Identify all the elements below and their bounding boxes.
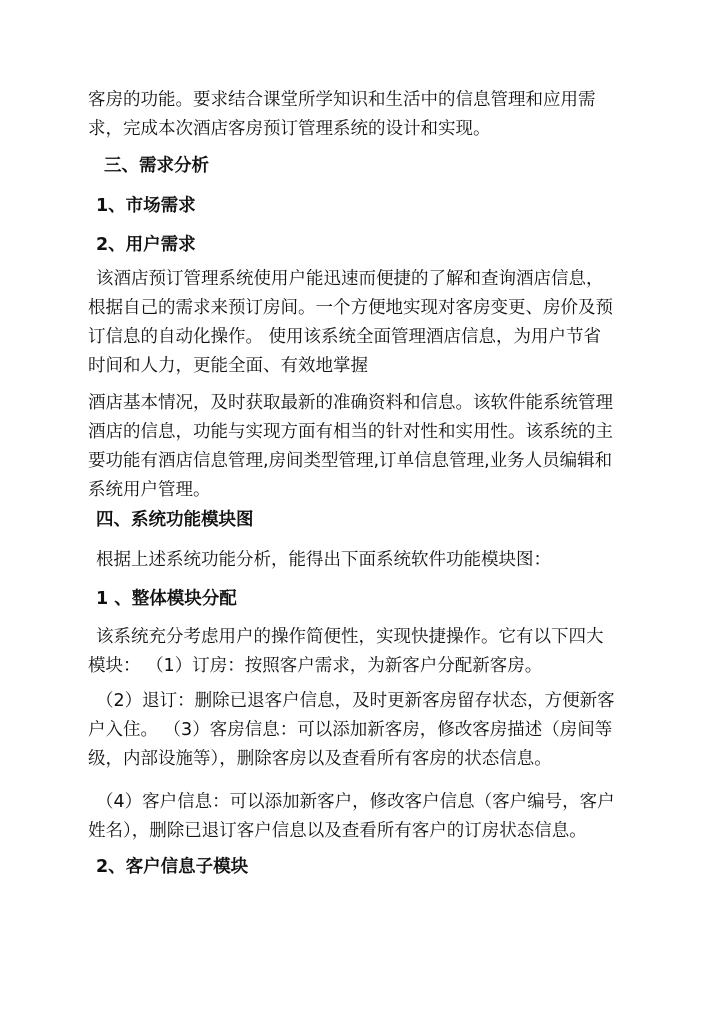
text-line: （2）退订：删除已退客户信息，及时更新客房留存状态，方便新客 bbox=[96, 691, 615, 711]
section-heading-requirements: 三、需求分析 bbox=[104, 156, 209, 176]
text-line: 该系统充分考虑用户的操作简便性，实现快捷操作。它有以下四大 bbox=[96, 627, 604, 647]
text-line: 级，内部设施等），删除客房以及查看所有客房的状态信息。 bbox=[88, 749, 552, 769]
text-line: 酒店的信息，功能与实现方面有相当的针对性和实用性。该系统的主 bbox=[88, 422, 613, 442]
text-line: 酒店基本情况，及时获取最新的准确资料和信息。该软件能系统管理 bbox=[88, 393, 613, 413]
text-line: 模块： （1）订房：按照客户需求，为新客户分配新客房。 bbox=[88, 656, 543, 676]
cancel-room-paragraph bbox=[88, 687, 648, 774]
hotel-info-paragraph bbox=[88, 389, 648, 505]
text-line: 系统用户管理。 bbox=[88, 480, 211, 500]
text-line: 订信息的自动化操作。 使用该系统全面管理酒店信息，为用户节省 bbox=[88, 327, 602, 347]
subheading-market: 1、市场需求 bbox=[96, 196, 196, 216]
subheading-user: 2、用户需求 bbox=[96, 235, 196, 255]
text-line: 要功能有酒店信息管理,房间类型管理,订单信息管理,业务人员编辑和 bbox=[88, 451, 613, 471]
text-line: 时间和人力，更能全面、有效地掌握 bbox=[88, 356, 368, 376]
modules-intro: 根据上述系统功能分析，能得出下面系统软件功能模块图： bbox=[96, 550, 551, 570]
text-line: 根据自己的需求来预订房间。一个方便地实现对客房变更、房价及预 bbox=[88, 298, 613, 318]
text-line: （4）客户信息：可以添加新客户，修改客户信息（客户编号，客户 bbox=[96, 792, 615, 812]
text-line: 求，完成本次酒店客房预订管理系统的设计和实现。 bbox=[88, 119, 491, 139]
user-needs-paragraph bbox=[88, 265, 648, 381]
text-line: 姓名），删除已退订客户信息以及查看所有客户的订房状态信息。 bbox=[88, 821, 587, 841]
text-line: 户入住。 （3）客房信息：可以添加新客房，修改客房描述（房间等 bbox=[88, 720, 613, 740]
text-line: 该酒店预订管理系统使用户能迅速而便捷的了解和查询酒店信息， bbox=[96, 269, 604, 289]
intro-paragraph bbox=[88, 86, 648, 144]
subheading-overall: 1 、整体模块分配 bbox=[96, 589, 237, 609]
customer-info-paragraph bbox=[88, 788, 648, 846]
subheading-customer-module: 2、客户信息子模块 bbox=[96, 857, 249, 877]
overall-paragraph bbox=[88, 623, 648, 681]
text-line: 客房的功能。要求结合课堂所学知识和生活中的信息管理和应用需 bbox=[88, 90, 596, 110]
section-heading-modules: 四、系统功能模块图 bbox=[96, 510, 254, 530]
